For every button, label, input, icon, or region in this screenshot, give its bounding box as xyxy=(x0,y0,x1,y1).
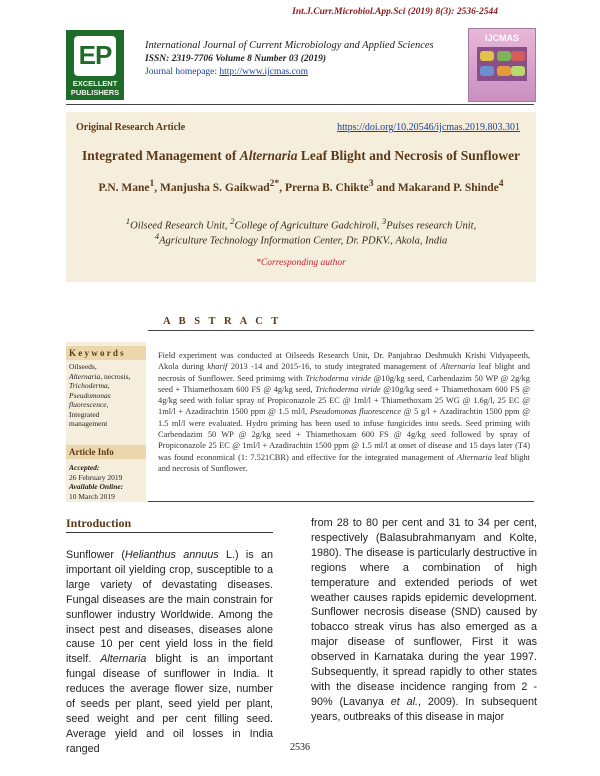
page-number: 2536 xyxy=(290,742,310,753)
keyword: Integrated xyxy=(69,409,100,419)
homepage-link[interactable]: http://www.ijcmas.com xyxy=(219,67,308,77)
introduction-rule xyxy=(66,532,273,533)
affiliations-line1: $^1$Oilseed Research Unit, $^2$College of Agriculture Gadchiroli, $^3$Pulses research Unit, xyxy=(125,216,477,232)
author-name: P.N. Mane xyxy=(98,181,150,194)
abstract-top-rule xyxy=(148,330,534,331)
keyword: Oilseeds, xyxy=(69,362,97,371)
paper-title: Integrated Management of Alternaria Leaf Blight and Necrosis of Sunflower xyxy=(81,148,521,163)
logo-text-line2: PUBLISHERS xyxy=(70,88,120,97)
online-label: Available Online: xyxy=(69,482,124,491)
accepted-date: 26 February 2019 xyxy=(69,472,123,482)
author-name: Manjusha S. Gaikwad xyxy=(160,181,270,194)
publisher-logo xyxy=(66,30,124,100)
keyword: management xyxy=(69,419,108,428)
issn-line: ISSN: 2319-7706 Volume 8 Number 03 (2019) xyxy=(145,54,327,64)
online-date: 10 March 2019 xyxy=(69,491,115,501)
abstract-text: Field experiment was conducted at Oilseeds Research Unit, Dr. Panjabrao Deshmukh Krishi Vidyapeeth, Akola during kharif 2013 -14 and 2015-16, to study integrated management of Alternaria leaf blight and necrosis of Sunflower. Seed primimg with Trichoderma viride @10g/kg seed, Carbendazim 50 WP @ 2g/kg seed + Thiamethoxam 600 FS @ 4g/kg seed, Trichoderma viride @10g/kg seed + Thiamethoxam 600 FS @ 4g/kg seed with foliar spray of Propiconazole 25 EC @ 1ml/l + Thiamethoxam 25 WG @ 1.6g/l, 25 EC @ 1ml/l + Azadirachtin 1500 ppm @ 1.5 ml/l, Pseudomonas fluorescence @ 5 g/l + Azadirachtin 1500 ppm @ 1.5 ml/l were evaluated. Hydro priming has been used to infuse fungicides into seeds. Seed priming with Carbendazim 50 WP @ 2g/kg seed + Thiamethoxam 600 FS @ 4g/kg seed followed by spray of Propiconazole 25 EC @ 1ml/l + Azadirachtin 1500 ppm @ 1.5 ml/l at onset of disease and 15 days later (T4) was found economical (1: 7.521CBR) and effective for the integrated management of Alternaria leaf blight and necrosis of Sunflower. xyxy=(158,351,530,473)
keyword: fluorescence, xyxy=(69,400,109,409)
article-info xyxy=(69,463,145,501)
author-name: Prerna B. Chikte xyxy=(284,181,369,194)
keyword: Alternaria, necrosis, xyxy=(69,371,131,381)
intro-right-column: from 28 to 80 per cent and 31 to 34 per cent, respectively (Balasubrahmanyam and Kolte, 1980). The disease is particularly destructive in regions where a combination of high temperature and extended periods of wet weather causes rapids epidemic development. Sunflower necrosis disease (SND) caused by tobacco streak virus has also emerged as a major disease of sunflower, First it was observed in Karnataka during the year 1997. Subsequently, it spread rapidly to other states with the disease incidence ranging from 2 - 90% (Lavanya et al., 2009). In subsequent years, outbreaks of this disease in major xyxy=(311,517,537,723)
intro-left-column: Sunflower (Helianthus annuus L.) is an important oil yielding crop, susceptible to a large variety of devastating diseases. Fungal diseases are the main constrain for sunflower industry Worldwide. Among the insect pest and diseases, diseases alone cause 10 per cent yield loss in the field itself. Alternaria blight is an important fungal disease of sunflower in India. It reduces the average flower size, number of seeds per plant, seed yield per plant, seed weight and per cent filling seed. Average yield and oil losses in India ranged xyxy=(66,549,274,755)
journal-homepage xyxy=(145,67,308,77)
introduction-heading: Introduction xyxy=(66,516,132,530)
keywords-label: K e y w o r d s xyxy=(66,346,146,360)
journal-name: International Journal of Current Microbiology and Applied Sciences xyxy=(145,40,434,51)
corresponding-author: *Corresponding author xyxy=(256,258,346,268)
keyword: Trichoderma, xyxy=(69,381,110,390)
homepage-label: Journal homepage: xyxy=(145,67,220,77)
article-type: Original Research Article xyxy=(76,122,186,133)
doi-link[interactable]: https://doi.org/10.20546/ijcmas.2019.803.301 xyxy=(337,122,520,133)
author-name: Makarand P. Shinde xyxy=(397,181,499,194)
author-list: P.N. Mane$^1$, Manjusha S. Gaikwad$^{2*}$, Prerna B. Chikte$^3$ and Makarand P. Shinde$^4$ xyxy=(98,178,504,194)
title-panel xyxy=(66,112,536,282)
logo-letters: EP xyxy=(78,40,112,70)
article-info-label: Article Info xyxy=(66,445,146,459)
keywords-list xyxy=(69,362,145,429)
keyword: Pseudomonas xyxy=(69,390,111,400)
accepted-label: Accepted: xyxy=(69,463,100,472)
journal-cover-image xyxy=(468,28,536,102)
journal-citation: Int.J.Curr.Microbiol.App.Sci (2019) 8(3): 2536-2544 xyxy=(292,7,498,17)
logo-text-line1: EXCELLENT xyxy=(72,79,118,88)
affiliations-line2: $^4$Agriculture Technology Information Center, Dr. PDKV., Akola, India xyxy=(154,231,448,247)
abstract-bottom-rule xyxy=(148,501,534,502)
abstract-heading: A B S T R A C T xyxy=(163,316,282,327)
cover-title: IJCMAS xyxy=(484,33,519,43)
header-divider xyxy=(66,104,534,105)
